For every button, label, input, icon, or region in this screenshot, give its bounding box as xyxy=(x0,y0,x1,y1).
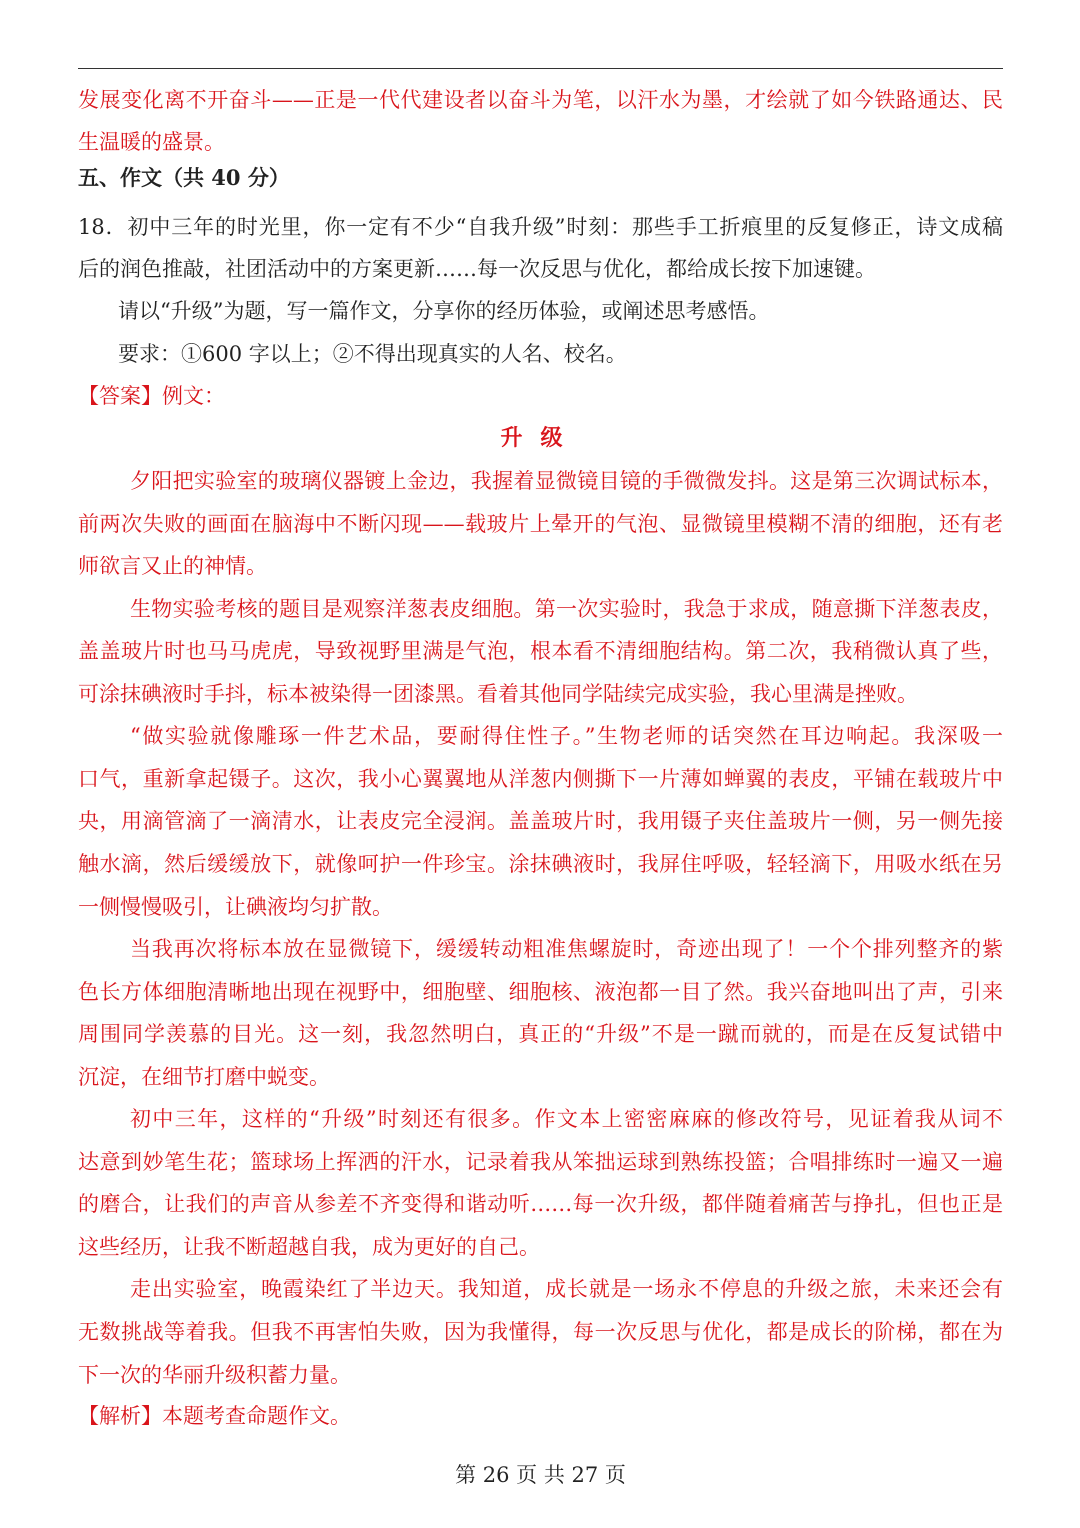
question-requirements: 要求：①600 字以上；②不得出现真实的人名、校名。 xyxy=(118,342,627,366)
essay-line: 无数挑战等着我。但我不再害怕失败，因为我懂得，每一次反思与优化，都是成长的阶梯，都在为 xyxy=(78,1320,1003,1344)
essay-line: 周围同学羡慕的目光。这一刻，我忽然明白，真正的“升级”不是一蹴而就的，而是在反复试错中 xyxy=(78,1022,1003,1046)
essay-line: 初中三年，这样的“升级”时刻还有很多。作文本上密密麻麻的修改符号，见证着我从词不 xyxy=(130,1107,1003,1131)
essay-line: 盖盖玻片时也马马虎虎，导致视野里满是气泡，根本看不清细胞结构。第二次，我稍微认真了些， xyxy=(78,639,1003,663)
question-line-2: 后的润色推敲，社团活动中的方案更新……每一次反思与优化，都给成长按下加速键。 xyxy=(78,257,876,281)
essay-line: 师欲言又止的神情。 xyxy=(78,554,267,578)
essay-line: 走出实验室，晚霞染红了半边天。我知道，成长就是一场永不停息的升级之旅，未来还会有 xyxy=(130,1277,1003,1301)
analysis-line: 【解析】本题考查命题作文。 xyxy=(78,1404,351,1428)
essay-line: 这些经历，让我不断超越自我，成为更好的自己。 xyxy=(78,1235,540,1259)
page-footer: 第 26 页 共 27 页 xyxy=(455,1463,626,1487)
answer-label: 【答案】例文： xyxy=(78,384,225,408)
essay-title: 升级 xyxy=(500,425,581,451)
question-prompt: 请以“升级”为题，写一篇作文，分享你的经历体验，或阐述思考感悟。 xyxy=(118,299,770,323)
essay-line: 前两次失败的画面在脑海中不断闪现——载玻片上晕开的气泡、显微镜里模糊不清的细胞，还有老 xyxy=(78,512,1003,536)
essay-line: “做实验就像雕琢一件艺术品，要耐得住性子。”生物老师的话突然在耳边响起。我深吸一 xyxy=(130,724,1003,748)
essay-line: 下一次的华丽升级积蓄力量。 xyxy=(78,1363,351,1387)
essay-line: 的磨合，让我们的声音从参差不齐变得和谐动听……每一次升级，都伴随着痛苦与挣扎，但也正是 xyxy=(78,1192,1003,1216)
essay-line: 一侧慢慢吸引，让碘液均匀扩散。 xyxy=(78,895,393,919)
section-heading: 五、作文（共 40 分） xyxy=(78,165,290,190)
header-rule xyxy=(78,68,1003,69)
essay-line: 口气，重新拿起镊子。这次，我小心翼翼地从洋葱内侧撕下一片薄如蝉翼的表皮，平铺在载玻片中 xyxy=(78,767,1003,791)
essay-line: 达意到妙笔生花；篮球场上挥洒的汗水，记录着我从笨拙运球到熟练投篮；合唱排练时一遍又一遍 xyxy=(78,1150,1003,1174)
essay-line: 沉淀，在细节打磨中蜕变。 xyxy=(78,1065,330,1089)
essay-line: 生物实验考核的题目是观察洋葱表皮细胞。第一次实验时，我急于求成，随意撕下洋葱表皮， xyxy=(130,597,1003,621)
essay-line: 触水滴，然后缓缓放下，就像呵护一件珍宝。涂抹碘液时，我屏住呼吸，轻轻滴下，用吸水纸在另 xyxy=(78,852,1003,876)
essay-line: 色长方体细胞清晰地出现在视野中，细胞壁、细胞核、液泡都一目了然。我兴奋地叫出了声，引来 xyxy=(78,980,1003,1004)
essay-line: 当我再次将标本放在显微镜下，缓缓转动粗准焦螺旋时，奇迹出现了！一个个排列整齐的紫 xyxy=(130,937,1003,961)
essay-line: 央，用滴管滴了一滴清水，让表皮完全浸润。盖盖玻片时，我用镊子夹住盖玻片一侧，另一侧先接 xyxy=(78,809,1003,833)
essay-line: 可涂抹碘液时手抖，标本被染得一团漆黑。看着其他同学陆续完成实验，我心里满是挫败。 xyxy=(78,682,918,706)
question-line-1: 18．初中三年的时光里，你一定有不少“自我升级”时刻：那些手工折痕里的反复修正，诗文成稿 xyxy=(78,215,1003,239)
essay-line: 夕阳把实验室的玻璃仪器镀上金边，我握着显微镜目镜的手微微发抖。这是第三次调试标本， xyxy=(130,469,1003,493)
continuation-line-1: 发展变化离不开奋斗——正是一代代建设者以奋斗为笔，以汗水为墨，才绘就了如今铁路通达、民 xyxy=(78,88,1003,112)
continuation-line-2: 生温暖的盛景。 xyxy=(78,130,225,154)
